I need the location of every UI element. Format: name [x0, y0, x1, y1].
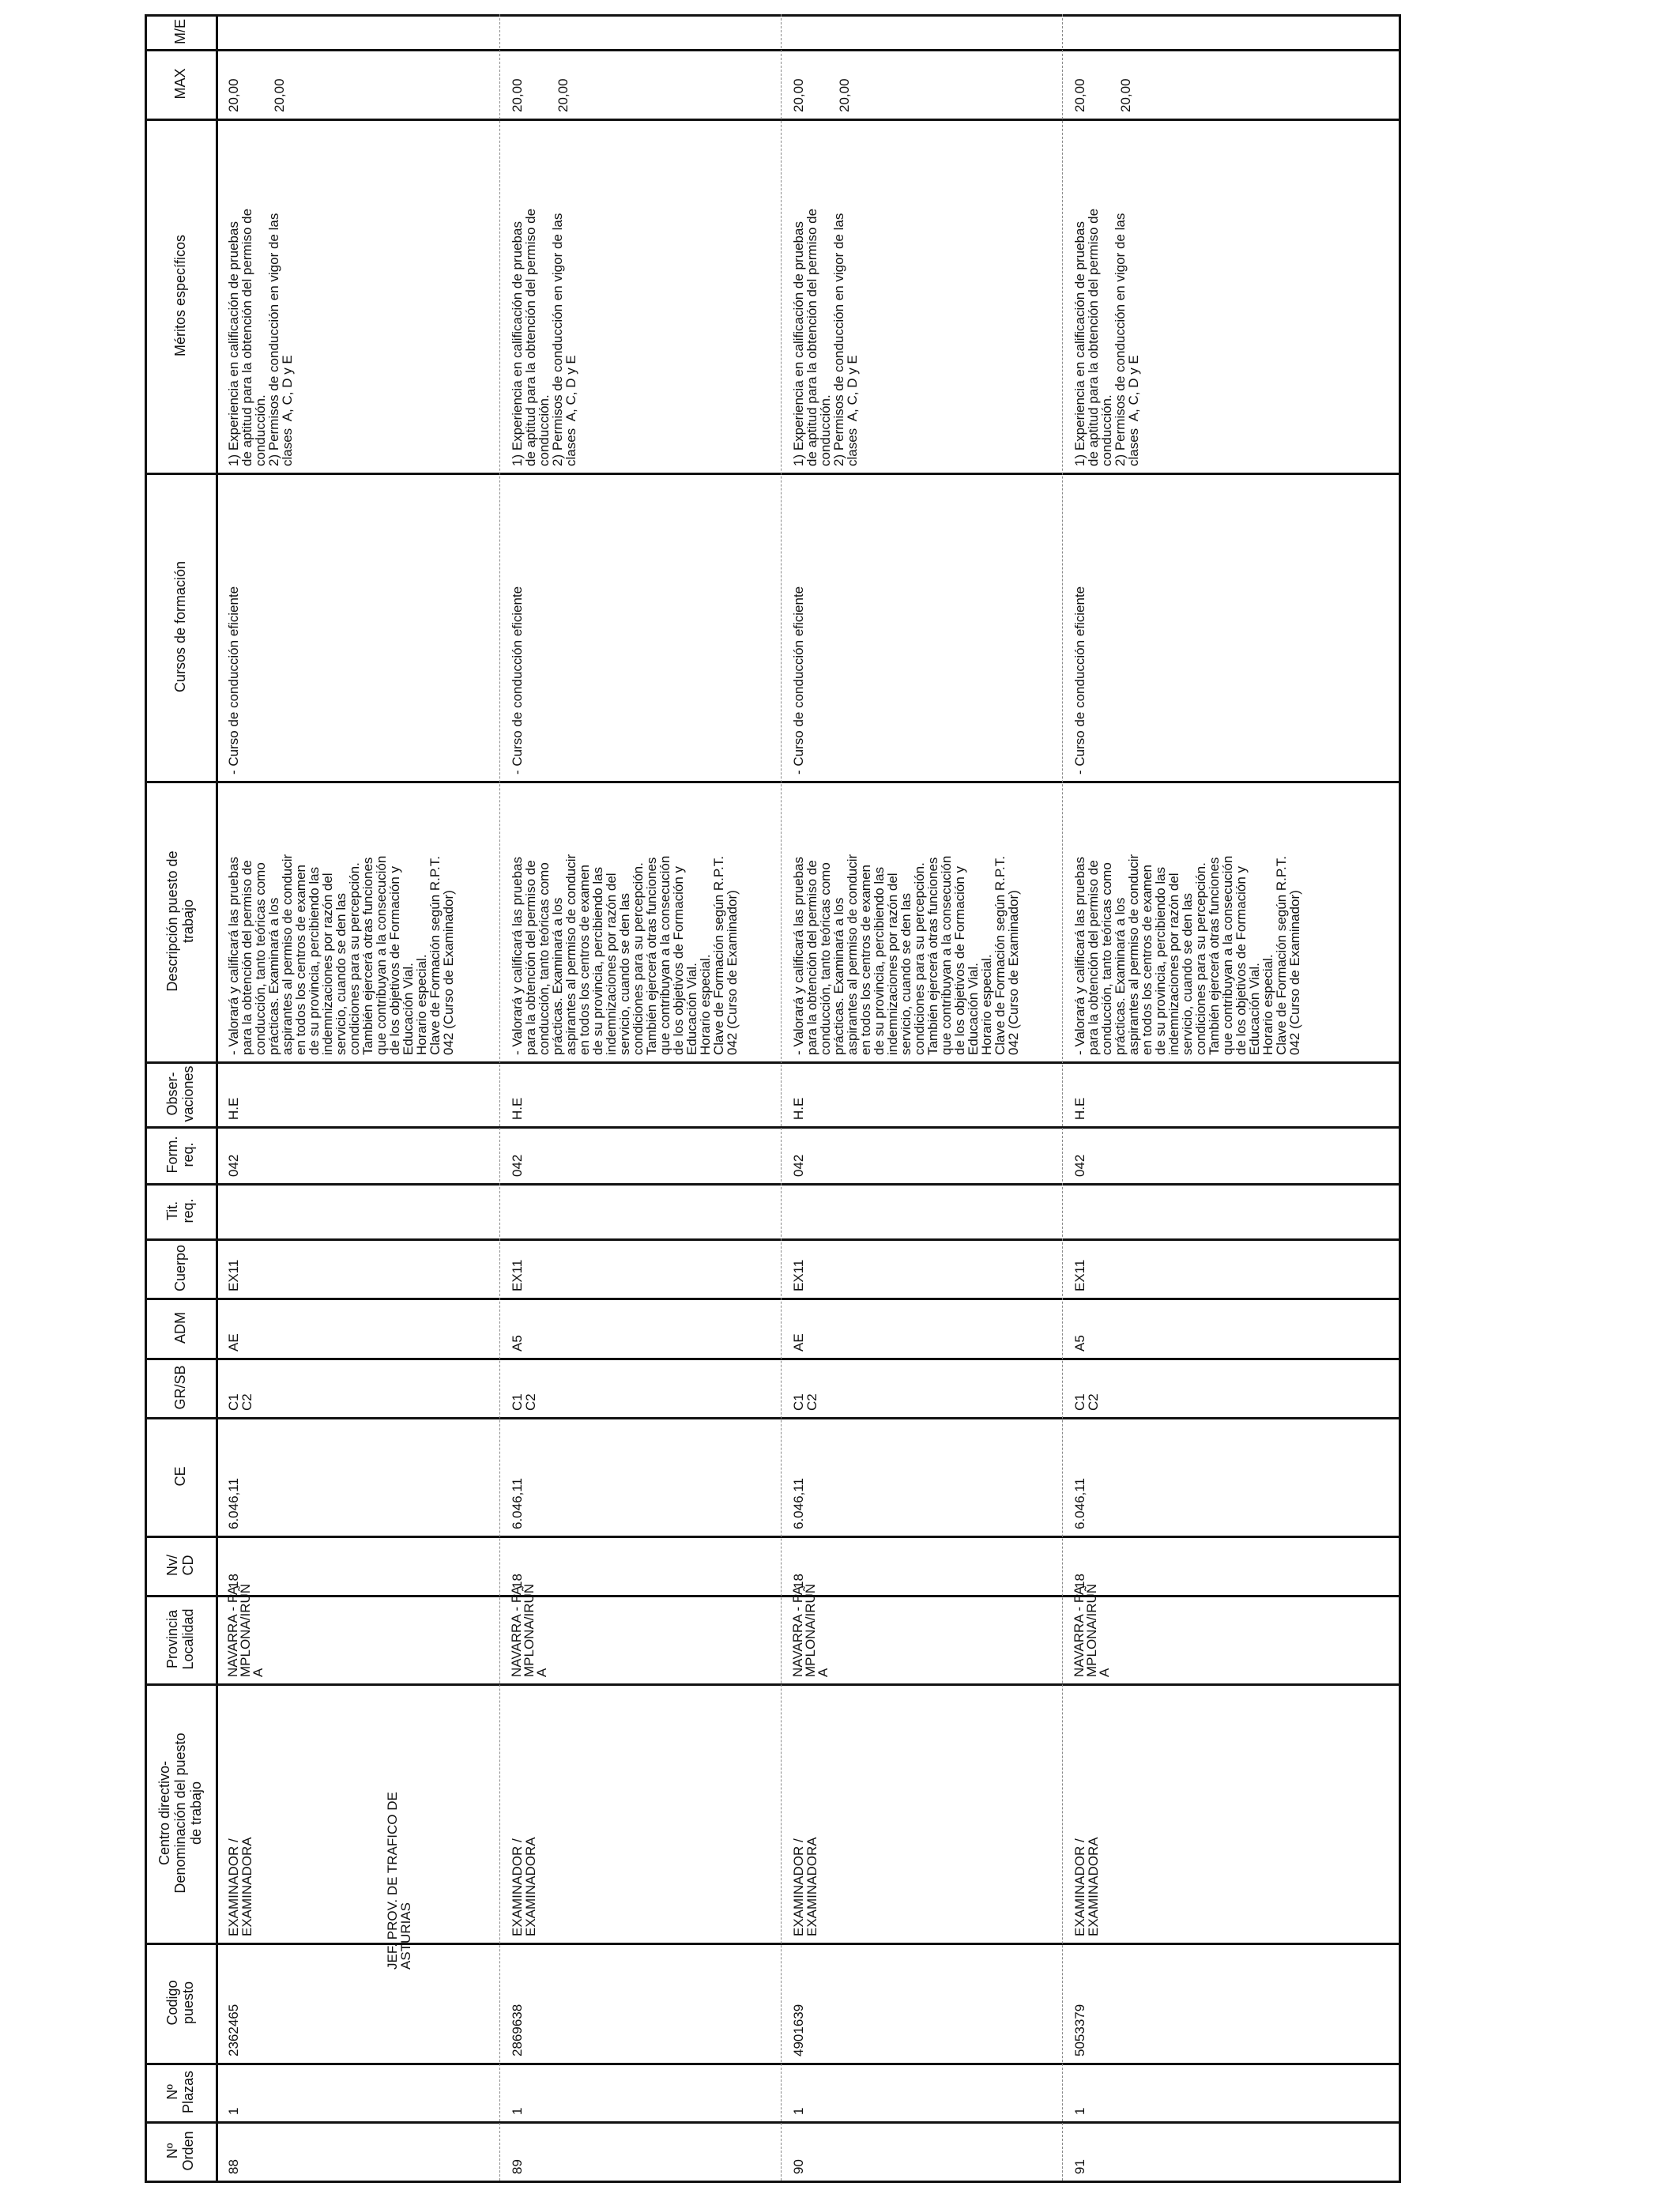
header-me: M/E [172, 19, 188, 45]
column-separator [145, 1417, 1399, 1419]
cell-ce: 6.046,11 [226, 1478, 241, 1529]
row-separator [781, 14, 782, 2181]
column-separator [145, 49, 1399, 51]
cell-max-1: 20,00 [510, 78, 525, 112]
header-cursos: Cursos de formación [172, 560, 188, 693]
cell-ce: 6.046,11 [791, 1478, 806, 1529]
column-separator [145, 119, 1399, 121]
header-cuerpo: Cuerpo [172, 1244, 188, 1292]
cell-observaciones: H.E [226, 1097, 241, 1120]
cell-grupo: C1 C2 [791, 1393, 819, 1411]
cell-provincia: NAVARRA - PA MPLONA/IRUÑ A [509, 1583, 550, 1677]
cell-centro: EXAMINADOR / EXAMINADORA [226, 1837, 254, 1936]
cell-adm: AE [226, 1333, 241, 1351]
cell-formacion: 042 [226, 1154, 241, 1177]
header-titulacion: Tit. req. [164, 1198, 197, 1223]
cell-descripcion: - Valorará y calificará las pruebas para la obtención del permiso de conducción, tanto teóricas como prácticas. Examinará a los aspirantes al permiso de conducir en todos los centros de examen de su provincia, percibiendo las indemnizaciones por razón del servicio, cuando se den las condiciones para su percepción. También ejercerá otras funciones que contribuyan a la consecución de los objetivos de Formación y Educación Vial. Horario especial. Clave de Formación según R.P.T. 042 (Curso de Examinador) [510, 854, 740, 1055]
header-plazas: Nº Plazas [164, 2070, 197, 2114]
table-border [145, 14, 1399, 17]
cell-cursos: - Curso de conducción eficiente [226, 586, 241, 775]
column-separator [145, 2121, 1399, 2124]
column-separator [145, 1595, 1399, 1597]
header-grupo: GR/SB [172, 1365, 188, 1410]
cell-cuerpo: EX11 [226, 1259, 241, 1291]
header-nivel: Nv/ CD [164, 1555, 197, 1576]
table-right-edge [1399, 14, 1401, 2183]
cell-cuerpo: EX11 [510, 1259, 525, 1291]
cell-meritos: 1) Experiencia en calificación de pruebas de aptitud para la obtención del permiso de conducción. 2) Permisos de conducción en vigor de las clases A, C, D y E [791, 208, 860, 466]
cell-max-2: 20,00 [837, 78, 852, 112]
cell-cursos: - Curso de conducción eficiente [791, 586, 806, 775]
column-separator [145, 473, 1399, 475]
header-adm: ADM [172, 1312, 188, 1344]
column-separator [145, 1536, 1399, 1538]
column-separator [145, 1238, 1399, 1241]
cell-provincia: NAVARRA - PA MPLONA/IRUÑ A [1072, 1583, 1113, 1677]
cell-nivel: 18 [510, 1574, 525, 1589]
cell-grupo: C1 C2 [1072, 1393, 1101, 1411]
header-formacion: Form. req. [164, 1136, 197, 1174]
cell-meritos: 1) Experiencia en calificación de pruebas de aptitud para la obtención del permiso de conducción. 2) Permisos de conducción en vigor de las clases A, C, D y E [1072, 208, 1141, 466]
column-separator [145, 1126, 1399, 1129]
cell-orden: 90 [791, 2159, 806, 2174]
column-separator [145, 1061, 1399, 1064]
cell-nivel: 18 [1072, 1574, 1087, 1589]
cell-provincia: NAVARRA - PA MPLONA/IRUÑ A [225, 1583, 266, 1677]
cell-cuerpo: EX11 [1072, 1259, 1087, 1291]
cell-cursos: - Curso de conducción eficiente [510, 586, 525, 775]
header-max: MAX [172, 68, 188, 100]
cell-cursos: - Curso de conducción eficiente [1072, 586, 1087, 775]
cell-codigo: 4901639 [791, 2004, 806, 2056]
cell-codigo: 2362465 [226, 2004, 241, 2056]
cell-plazas: 1 [791, 2107, 806, 2115]
cell-orden: 88 [226, 2159, 241, 2174]
header-observaciones: Obser- vaciones [164, 1065, 197, 1122]
cell-grupo: C1 C2 [510, 1393, 538, 1411]
cell-grupo: C1 C2 [226, 1393, 254, 1411]
cell-orden: 89 [510, 2159, 525, 2174]
cell-cuerpo: EX11 [791, 1259, 806, 1291]
section-heading: JEF. PROV. DE TRAFICO DE ASTURIAS [385, 1792, 413, 1970]
cell-ce: 6.046,11 [1072, 1478, 1087, 1529]
header-provincia: Provincia Localidad [164, 1608, 197, 1670]
cell-observaciones: H.E [791, 1097, 806, 1120]
header-orden: Nº Orden [164, 2131, 197, 2171]
cell-descripcion: - Valorará y calificará las pruebas para la obtención del permiso de conducción, tanto teóricas como prácticas. Examinará a los aspirantes al permiso de conducir en todos los centros de examen de su provincia, percibiendo las indemnizaciones por razón del servicio, cuando se den las condiciones para su percepción. También ejercerá otras funciones que contribuyan a la consecución de los objetivos de Formación y Educación Vial. Horario especial. Clave de Formación según R.P.T. 042 (Curso de Examinador) [791, 854, 1021, 1055]
cell-observaciones: H.E [1072, 1097, 1087, 1120]
cell-plazas: 1 [510, 2107, 525, 2115]
column-separator [145, 781, 1399, 783]
column-separator [145, 1358, 1399, 1360]
cell-codigo: 2869638 [510, 2004, 525, 2056]
cell-plazas: 1 [1072, 2107, 1087, 2115]
cell-meritos: 1) Experiencia en calificación de pruebas de aptitud para la obtención del permiso de conducción. 2) Permisos de conducción en vigor de las clases A, C, D y E [510, 208, 578, 466]
column-separator [145, 1298, 1399, 1300]
column-separator [145, 1683, 1399, 1686]
row-separator [499, 14, 500, 2181]
cell-max-2: 20,00 [1118, 78, 1133, 112]
cell-descripcion: - Valorará y calificará las pruebas para la obtención del permiso de conducción, tanto teóricas como prácticas. Examinará a los aspirantes al permiso de conducir en todos los centros de examen de su provincia, percibiendo las indemnizaciones por razón del servicio, cuando se den las condiciones para su percepción. También ejercerá otras funciones que contribuyan a la consecución de los objetivos de Formación y Educación Vial. Horario especial. Clave de Formación según R.P.T. 042 (Curso de Examinador) [226, 854, 456, 1055]
header-divider [216, 14, 218, 2183]
cell-centro: EXAMINADOR / EXAMINADORA [510, 1837, 538, 1936]
header-descripcion: Descripción puesto de trabajo [164, 850, 197, 992]
cell-adm: AE [791, 1333, 806, 1351]
row-separator [1062, 14, 1063, 2181]
header-ce: CE [172, 1466, 188, 1487]
table-left-edge [145, 14, 147, 2183]
cell-nivel: 18 [226, 1574, 241, 1589]
cell-provincia: NAVARRA - PA MPLONA/IRUÑ A [790, 1583, 831, 1677]
cell-centro: EXAMINADOR / EXAMINADORA [791, 1837, 819, 1936]
cell-codigo: 5053379 [1072, 2004, 1087, 2056]
cell-descripcion: - Valorará y calificará las pruebas para la obtención del permiso de conducción, tanto teóricas como prácticas. Examinará a los aspirantes al permiso de conducir en todos los centros de examen de su provincia, percibiendo las indemnizaciones por razón del servicio, cuando se den las condiciones para su percepción. También ejercerá otras funciones que contribuyan a la consecución de los objetivos de Formación y Educación Vial. Horario especial. Clave de Formación según R.P.T. 042 (Curso de Examinador) [1072, 854, 1302, 1055]
cell-max-1: 20,00 [1072, 78, 1087, 112]
cell-meritos: 1) Experiencia en calificación de pruebas de aptitud para la obtención del permiso de conducción. 2) Permisos de conducción en vigor de las clases A, C, D y E [226, 208, 295, 466]
cell-adm: A5 [1072, 1335, 1087, 1351]
cell-adm: A5 [510, 1335, 525, 1351]
cell-max-2: 20,00 [272, 78, 287, 112]
cell-ce: 6.046,11 [510, 1478, 525, 1529]
cell-max-1: 20,00 [791, 78, 806, 112]
column-separator [145, 1183, 1399, 1186]
column-separator [145, 2063, 1399, 2065]
cell-max-2: 20,00 [556, 78, 571, 112]
cell-formacion: 042 [1072, 1154, 1087, 1177]
table-border [145, 2181, 1399, 2183]
header-codigo: Codigo puesto [164, 1980, 197, 2026]
cell-plazas: 1 [226, 2107, 241, 2115]
header-meritos: Méritos específicos [172, 234, 188, 357]
cell-formacion: 042 [791, 1154, 806, 1177]
cell-orden: 91 [1072, 2159, 1087, 2174]
cell-max-1: 20,00 [226, 78, 241, 112]
cell-nivel: 18 [791, 1574, 806, 1589]
cell-observaciones: H.E [510, 1097, 525, 1120]
cell-centro: EXAMINADOR / EXAMINADORA [1072, 1837, 1101, 1936]
cell-formacion: 042 [510, 1154, 525, 1177]
column-separator [145, 1943, 1399, 1945]
header-centro: Centro directivo- Denominación del puesto de trabajo [156, 1732, 205, 1894]
